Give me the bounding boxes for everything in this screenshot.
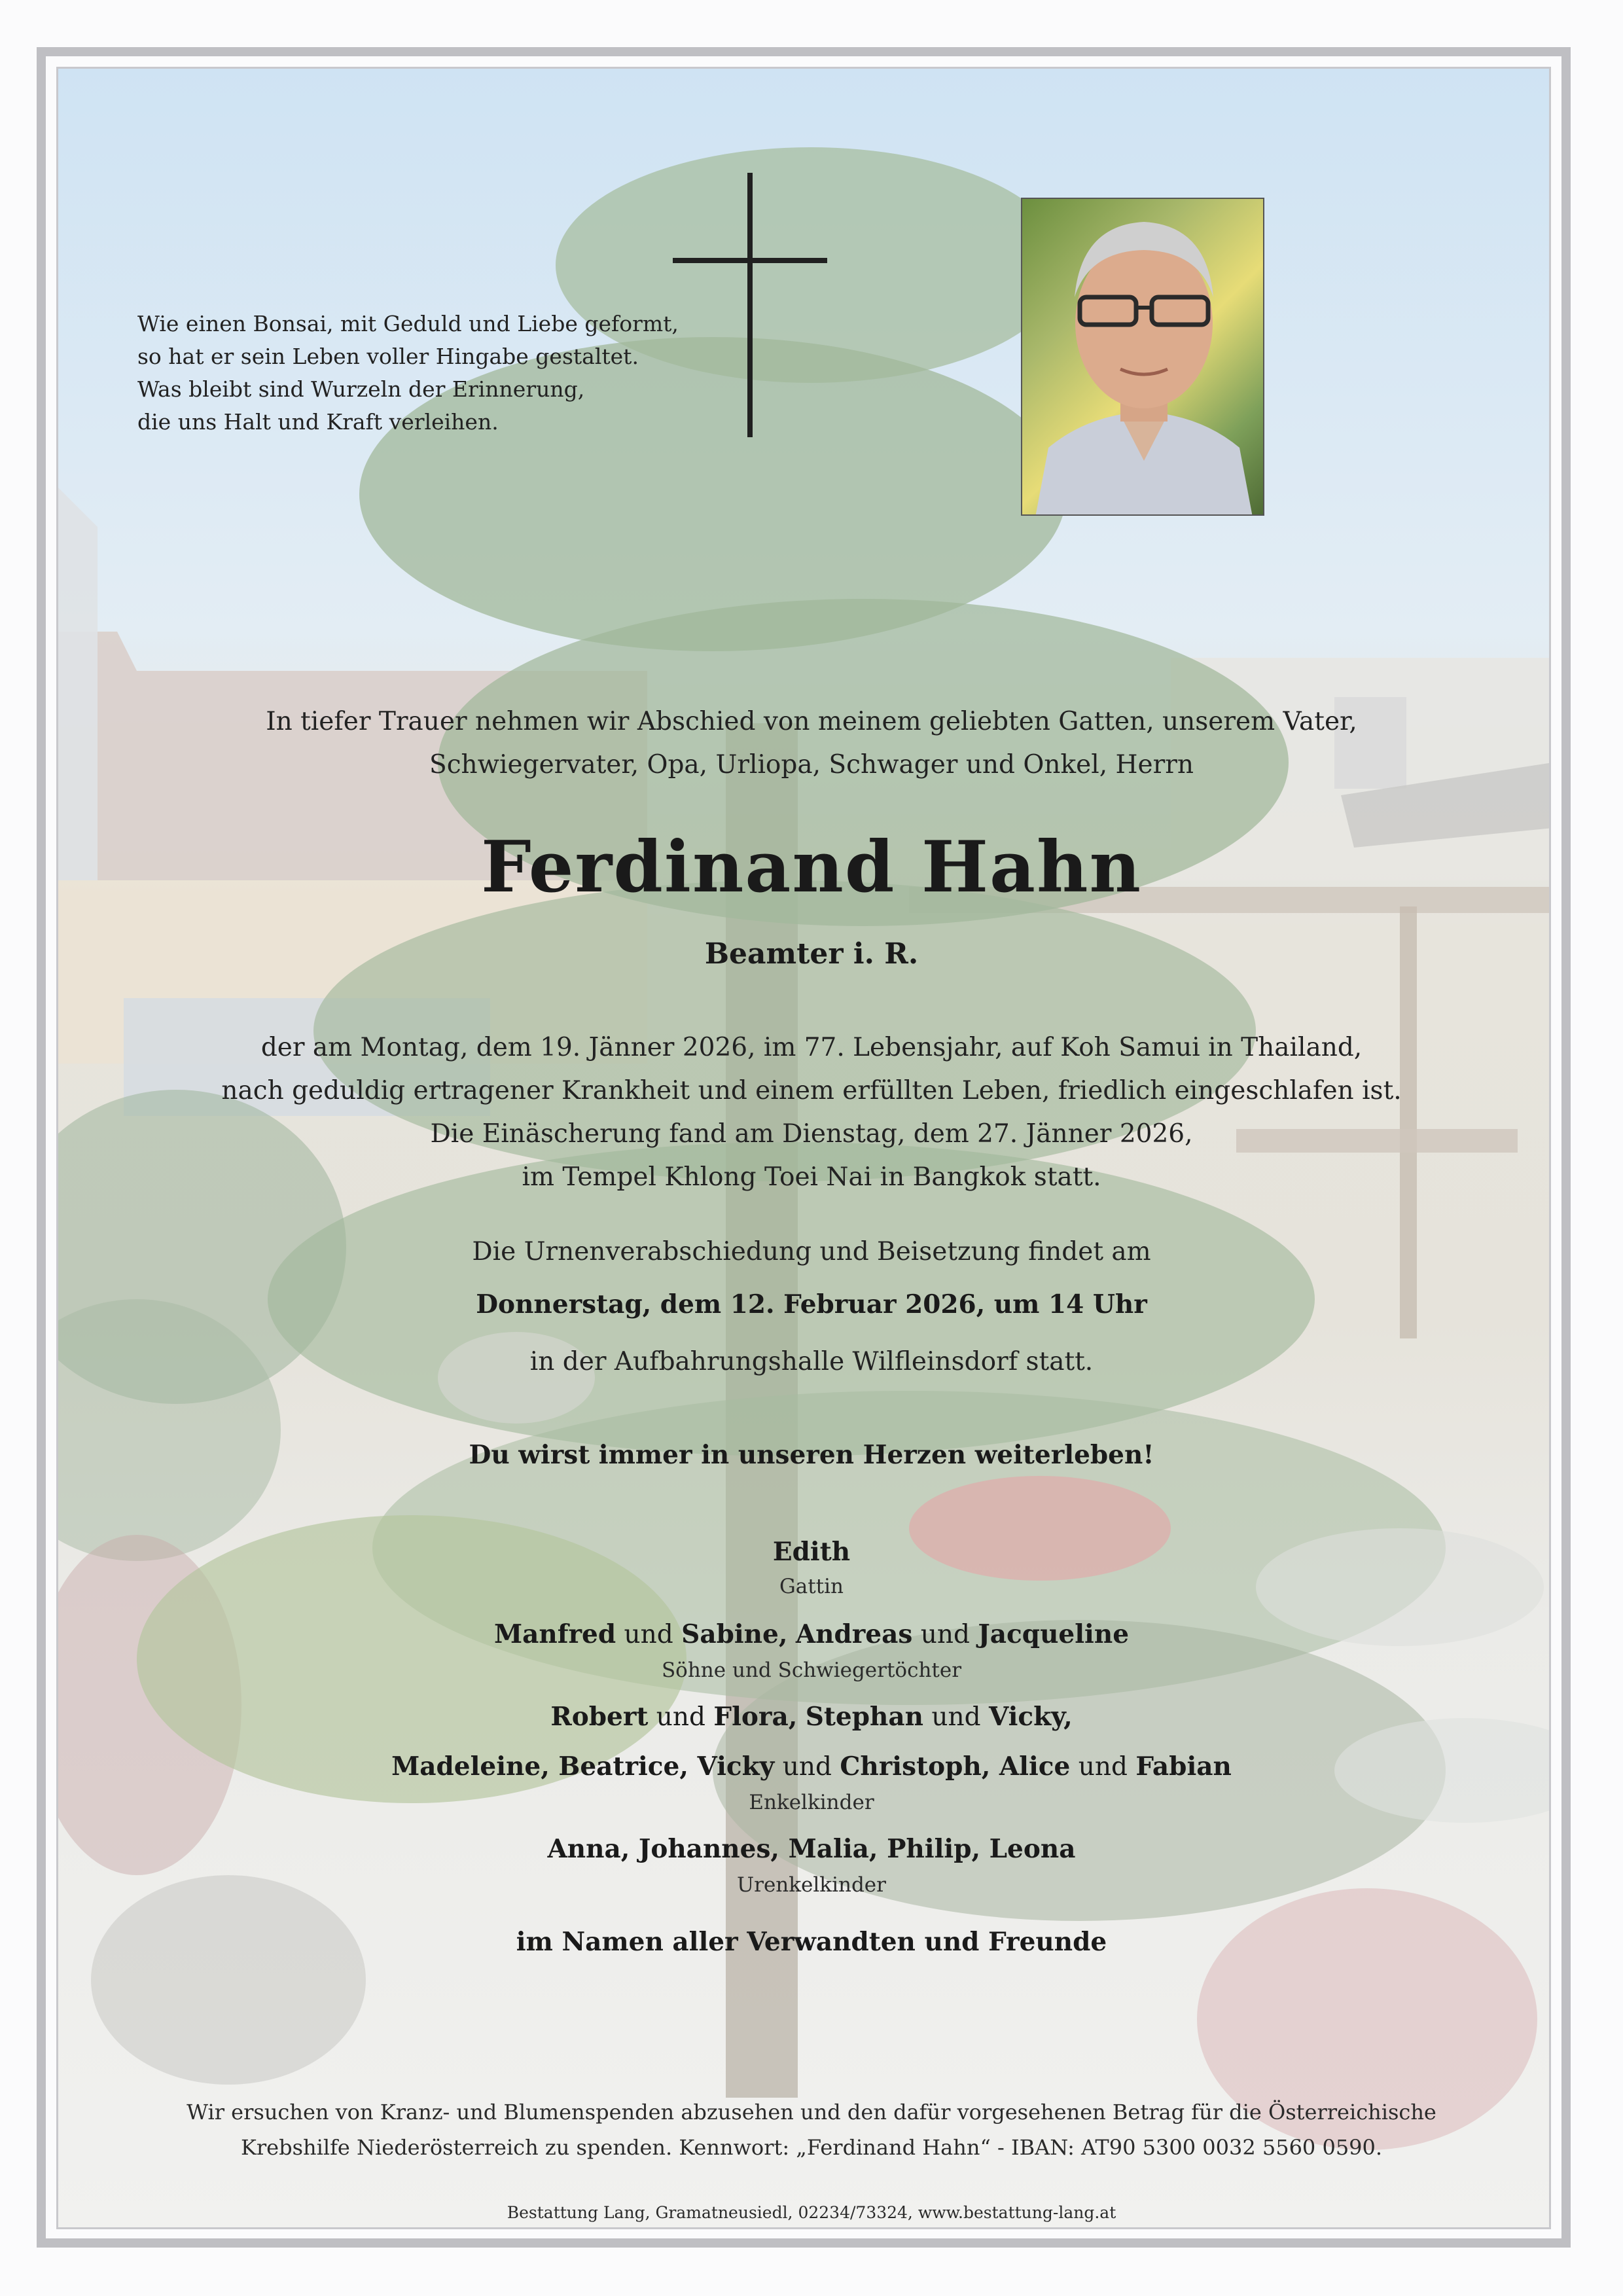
poem-line: Was bleibt sind Wurzeln der Erinnerung, (137, 376, 585, 402)
death-line: der am Montag, dem 19. Jänner 2026, im 77. Lebensjahr, auf Koh Samui in Thailand, (260, 1033, 1363, 1062)
death-line: Die Einäscherung fand am Dienstag, dem 27. Jänner 2026, (430, 1119, 1193, 1149)
children-role: Söhne und Schwiegertöchter (661, 1659, 962, 1682)
children-names: Manfred und Sabine, Andreas und Jacqueline (493, 1619, 1130, 1649)
funeral-home-footer: Bestattung Lang, Gramatneusiedl, 02234/73324, www.bestattung-lang.at (507, 2203, 1116, 2222)
spouse-role: Gattin (779, 1575, 844, 1598)
cross-icon (673, 173, 827, 437)
death-line: nach geduldig ertragener Krankheit und einem erfüllten Leben, friedlich eingeschlafen ist. (221, 1076, 1402, 1105)
poem-line: so hat er sein Leben voller Hingabe gestaltet. (137, 344, 639, 369)
closing-text: im Namen aller Verwandten und Freunde (516, 1927, 1107, 1957)
farewell-text: Du wirst immer in unseren Herzen weiterleben! (469, 1440, 1154, 1470)
poem-line: Wie einen Bonsai, mit Geduld und Liebe geformt, (137, 311, 679, 336)
deceased-name: Ferdinand Hahn (480, 826, 1143, 908)
death-line: im Tempel Khlong Toei Nai in Bangkok statt. (522, 1162, 1101, 1192)
spouse-name: Edith (772, 1537, 851, 1567)
poem (137, 308, 679, 439)
great-grandchildren-role: Urenkelkinder (737, 1873, 886, 1897)
donation-line: Krebshilfe Niederösterreich zu spenden. Kennwort: „Ferdinand Hahn“ - IBAN: AT90 5300 0032 5560 0590. (240, 2135, 1383, 2160)
grandchildren-line-1: Robert und Flora, Stephan und Vicky, (550, 1702, 1073, 1732)
great-grandchildren-names: Anna, Johannes, Malia, Philip, Leona (547, 1834, 1076, 1864)
donation-notice (0, 2094, 1623, 2165)
deceased-title: Beamter i. R. (704, 937, 919, 971)
ceremony-place: in der Aufbahrungshalle Wilfleinsdorf statt. (529, 1347, 1094, 1376)
grandchildren-line-2: Madeleine, Beatrice, Vicky und Christoph, Alice und Fabian (391, 1751, 1232, 1782)
ceremony-date: Donnerstag, dem 12. Februar 2026, um 14 Uhr (476, 1289, 1147, 1319)
intro-line: In tiefer Trauer nehmen wir Abschied von meinem geliebten Gatten, unserem Vater, (266, 707, 1357, 736)
death-text (0, 1026, 1623, 1199)
grandchildren-role: Enkelkinder (749, 1791, 874, 1814)
poem-line: die uns Halt und Kraft verleihen. (137, 409, 499, 435)
intro-line: Schwiegervater, Opa, Urliopa, Schwager und Onkel, Herrn (429, 750, 1194, 780)
intro-text (0, 700, 1623, 787)
ceremony-intro: Die Urnenverabschiedung und Beisetzung findet am (472, 1237, 1151, 1266)
donation-line: Wir ersuchen von Kranz- und Blumenspenden abzusehen und den dafür vorgesehenen Betrag für die Österreichische (187, 2100, 1436, 2125)
portrait-photo (1021, 198, 1264, 516)
